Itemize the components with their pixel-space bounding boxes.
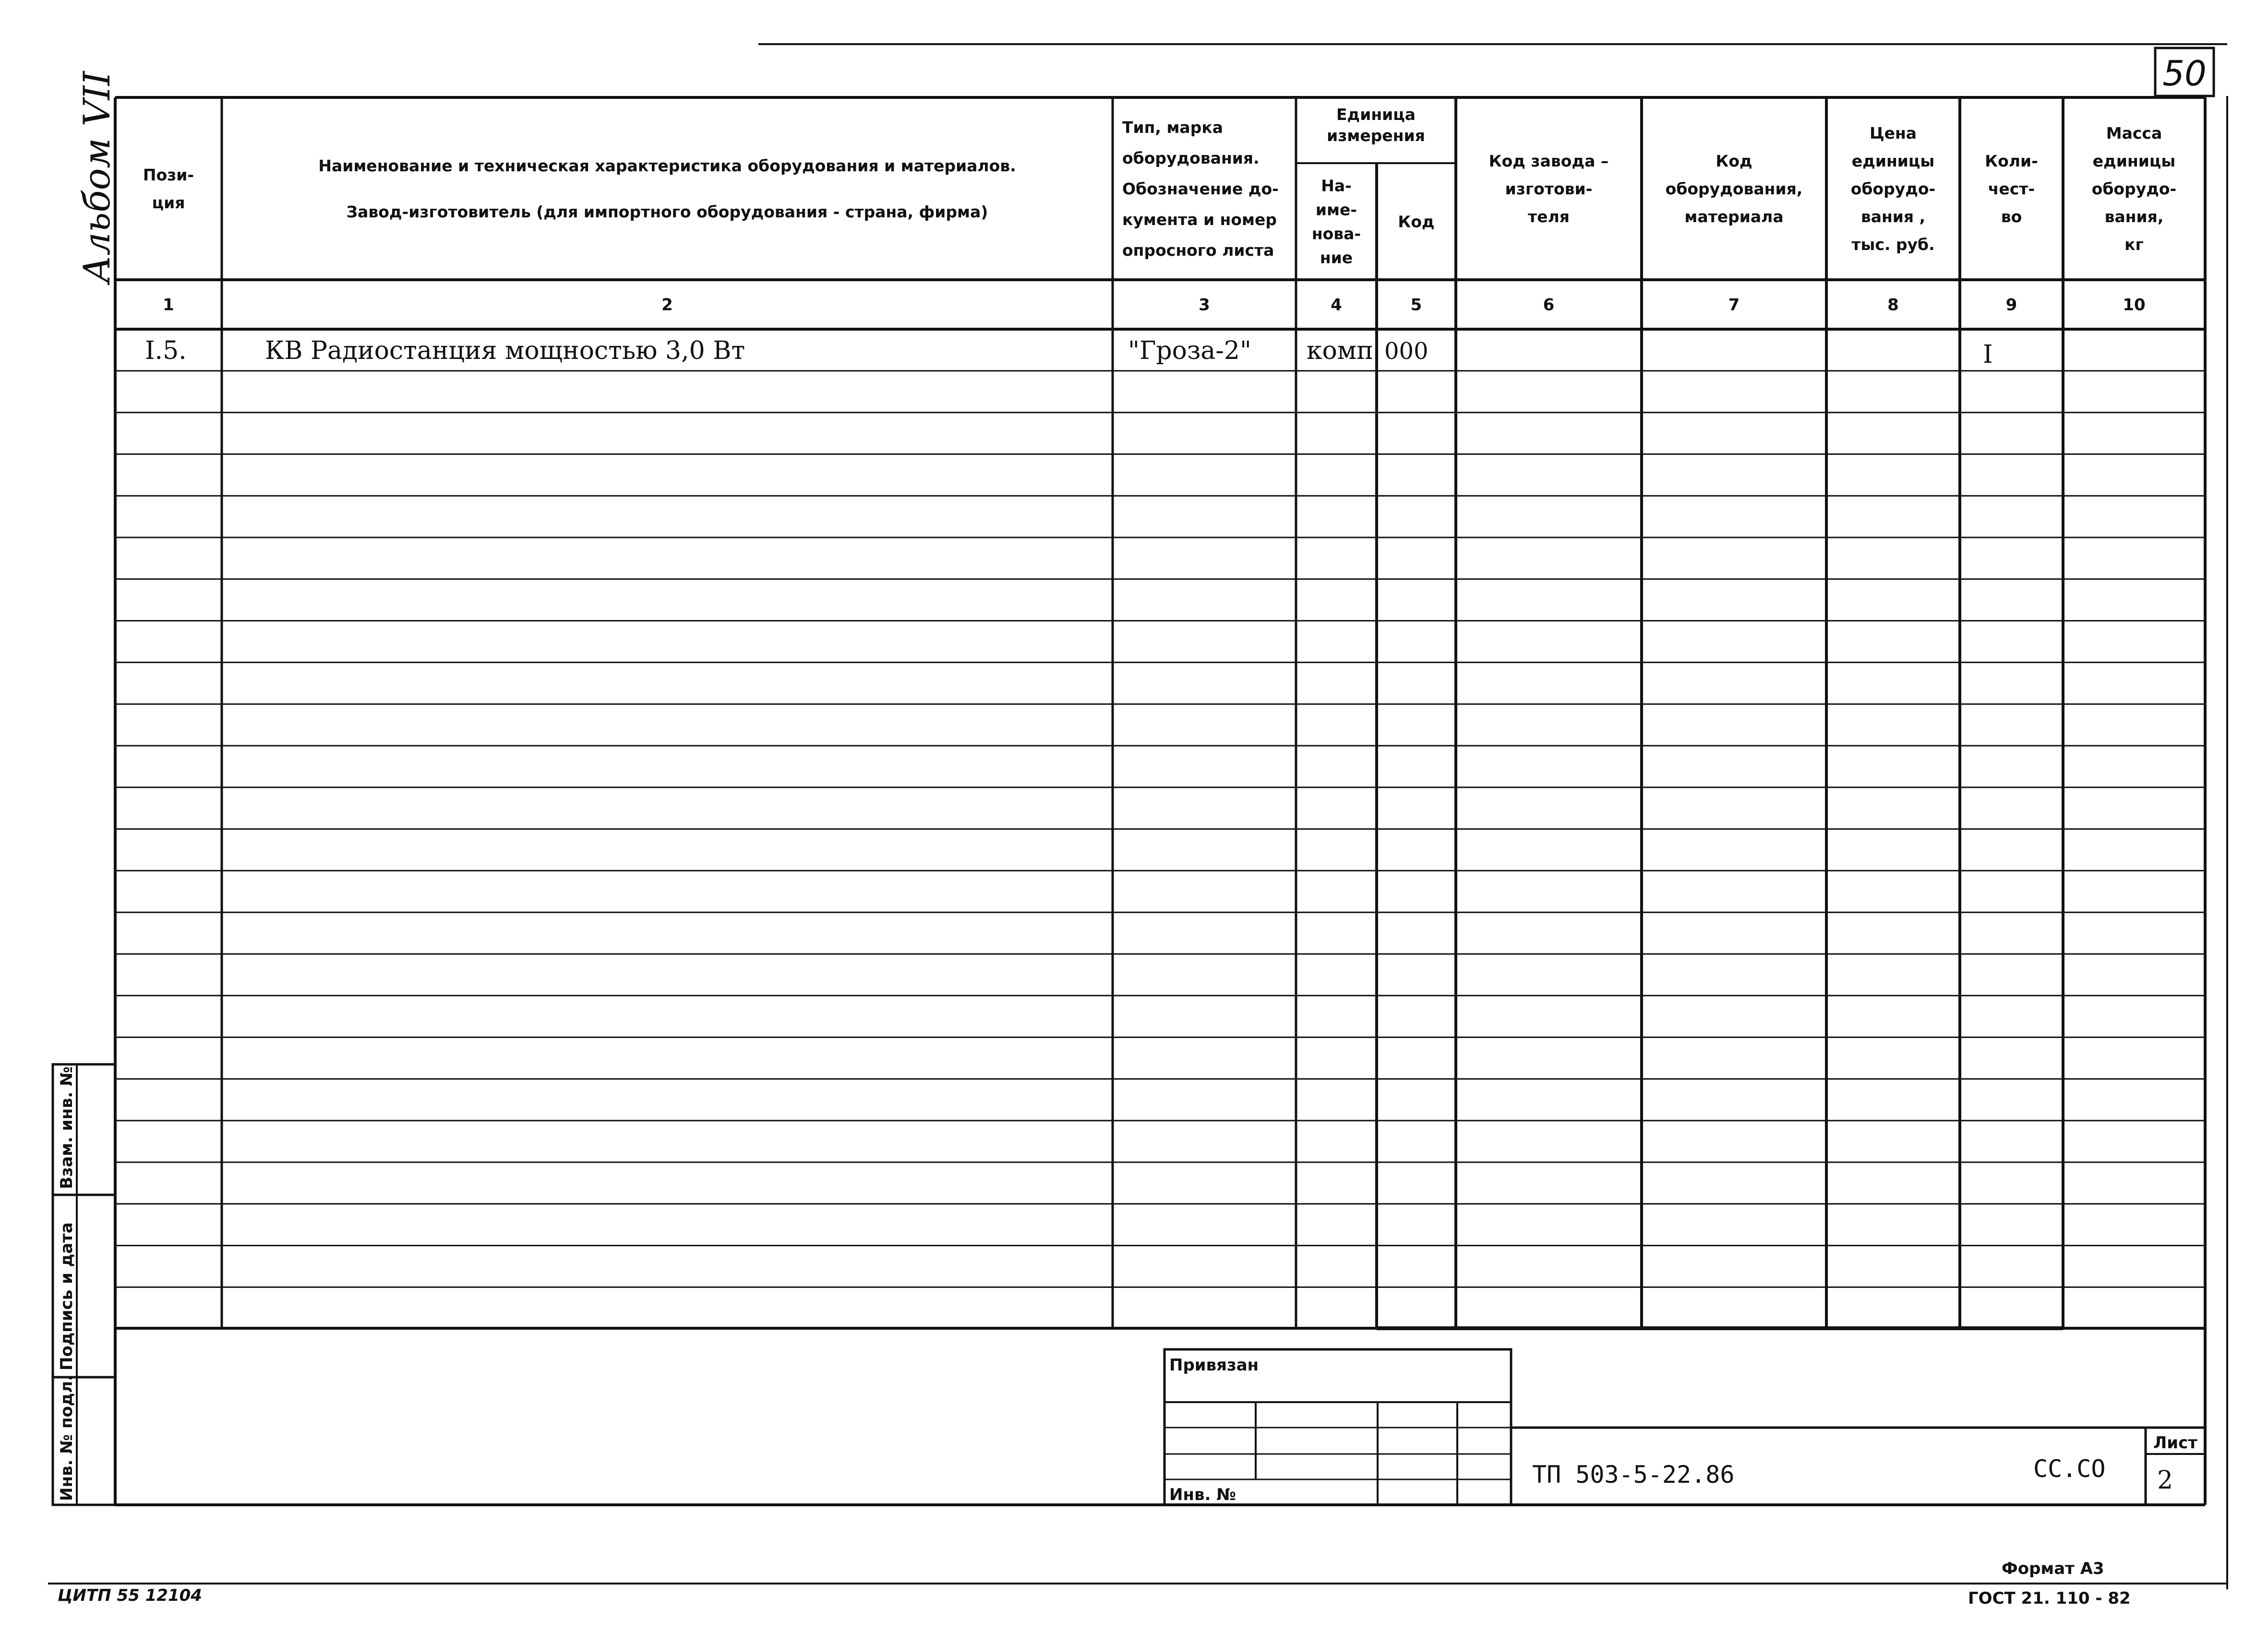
column-header-text: оборудо- (2091, 179, 2177, 198)
column-number: 10 (2123, 295, 2146, 315)
column-header-text: Код завода – (1488, 152, 1609, 170)
table-cell-unit-name: комп (1307, 336, 1373, 365)
sheet-label: Лист (2153, 1433, 2197, 1453)
column-header-text: Код (1716, 152, 1752, 170)
column-header-text: ция (152, 193, 185, 212)
column-header-text: Наименование и техническая характеристика оборудования и материалов. (318, 156, 1016, 175)
column-number: 8 (1887, 295, 1899, 315)
column-header-text: име- (1315, 200, 1357, 219)
binding-inv-no: Инв. № (1169, 1485, 1236, 1504)
column-header-text: кумента и номер (1122, 210, 1277, 229)
footer-code: ЦИТП 55 12104 (58, 1586, 202, 1605)
column-number: 6 (1543, 295, 1555, 315)
column-header-text: единицы (2092, 152, 2176, 170)
side-podpis-data: Подпись и дата (57, 1222, 76, 1370)
unit-group-header: измерения (1327, 126, 1425, 145)
page-number-box (2155, 48, 2214, 96)
album-label: Альбом VII (75, 71, 118, 283)
column-header-text: нова- (1311, 224, 1361, 243)
column-header-text: Цена (1869, 124, 1917, 143)
column-header-text: кг (2124, 235, 2144, 254)
table-header (143, 105, 2176, 315)
column-header-text: теля (1528, 207, 1570, 226)
footer-gost: ГОСТ 21. 110 - 82 (1968, 1589, 2131, 1608)
doc-mark: СС.СО (2033, 1455, 2106, 1483)
sheet-frame (48, 44, 2227, 1589)
column-header-text: вания , (1860, 207, 1926, 226)
column-number: 5 (1410, 295, 1422, 315)
table-body (145, 336, 1993, 369)
sheet-value: 2 (2157, 1466, 2173, 1495)
table-cell-unit-code: 000 (1384, 338, 1428, 365)
column-header-text: ние (1320, 248, 1353, 267)
footer-format: Формат А3 (2002, 1559, 2104, 1578)
column-header-text: во (2001, 207, 2022, 226)
column-header-text: изготови- (1505, 179, 1593, 198)
binding-privyazan: Привязан (1169, 1356, 1259, 1375)
column-number: 3 (1199, 295, 1210, 315)
column-header-text: единицы (1851, 152, 1935, 170)
column-header-text: вания, (2104, 207, 2164, 226)
column-header-text: На- (1321, 176, 1352, 195)
unit-group-header: Единица (1336, 105, 1416, 124)
page-number: 50 (2162, 53, 2207, 94)
column-number: 1 (163, 295, 174, 315)
table-row (145, 336, 1993, 369)
column-header-text: Обозначение до- (1122, 179, 1279, 198)
column-header-text: оборудования. (1122, 149, 1260, 167)
table-cell-name: КВ Радиостанция мощностью 3,0 Вт (265, 336, 745, 365)
side-inv-no-podl: Инв. № подл. (57, 1374, 76, 1501)
doc-code: ТП 503-5-22.86 (1532, 1461, 1735, 1489)
column-header-text: Код (1398, 212, 1435, 231)
column-number: 7 (1728, 295, 1740, 315)
column-header-text: Пози- (143, 166, 194, 184)
table-cell-type: "Гроза-2" (1128, 336, 1251, 365)
column-number: 4 (1331, 295, 1342, 315)
column-header-text: Коли- (1985, 152, 2038, 170)
table-cell-quantity: I (1983, 340, 1993, 369)
column-header-text: чест- (1988, 179, 2035, 198)
column-header-text: материала (1684, 207, 1784, 226)
column-number: 2 (661, 295, 673, 315)
column-header-text: тыс. руб. (1851, 235, 1935, 254)
column-header-text: оборудо- (1850, 179, 1936, 198)
table-grid (115, 97, 2205, 1328)
column-header-text: опросного листа (1122, 241, 1274, 260)
column-header-text: Тип, марка (1122, 118, 1223, 137)
side-vzam-inv: Взам. инв. № (57, 1066, 76, 1189)
column-header-text: оборудования, (1665, 179, 1803, 198)
table-cell-position: I.5. (145, 336, 187, 365)
column-header-text: Завод-изготовитель (для импортного оборудования - страна, фирма) (346, 203, 988, 221)
column-header-text: Масса (2106, 124, 2162, 143)
column-number: 9 (2005, 295, 2017, 315)
